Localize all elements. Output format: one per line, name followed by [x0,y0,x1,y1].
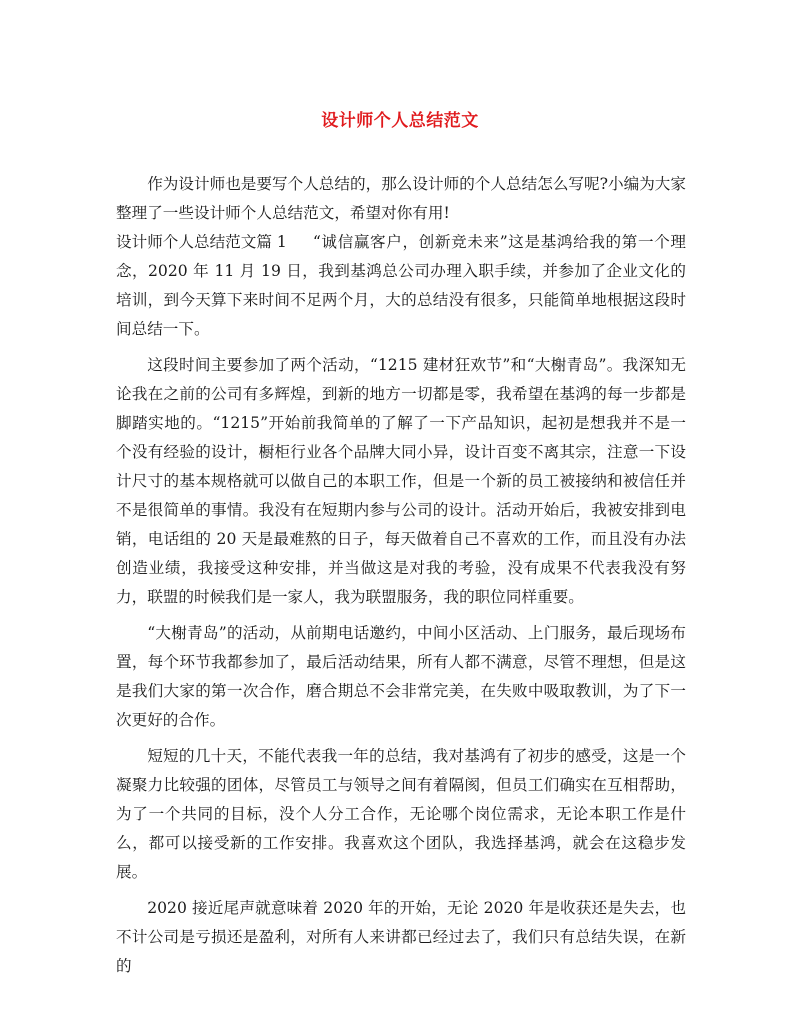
section-paragraph [116,228,686,344]
body-paragraph-1: 这段时间主要参加了两个活动，“1215 建材狂欢节”和“大榭青岛”。我深知无论我在之前的公司有多辉煌，到新的地方一切都是零，我希望在基鸿的每一步都是脚踏实地的。“1215”开始前我简单的了解了一下产品知识，起初是想我并不是一个没有经验的设计，橱柜行业各个品牌大同小异，设计百变不离其宗，注意一下设计尺寸的基本规格就可以做自己的本职工作，但是一个新的员工被接纳和被信任并不是很简单的事情。我没有在短期内参与公司的设计。活动开始后，我被安排到电销，电话组的 20 天是最难熬的日子，每天做着自己不喜欢的工作，而且没有办法创造业绩，我接受这种安排，并当做这是对我的考验，没有成果不代表我没有努力，联盟的时候我们是一家人，我为联盟服务，我的职位同样重要。 [116,356,686,606]
document-title: 设计师个人总结范文 [321,111,479,131]
intro-paragraph: 作为设计师也是要写个人总结的，那么设计师的个人总结怎么写呢?小编为大家整理了一些设计师个人总结范文，希望对你有用! [116,175,686,222]
body-paragraph-2: “大榭青岛”的活动，从前期电话邀约，中间小区活动、上门服务，最后现场布置，每个环节我都参加了，最后活动结果，所有人都不满意，尽管不理想，但是这是我们大家的第一次合作，磨合期总不会非常完美，在失败中吸取教训，为了下一次更好的合作。 [116,624,686,729]
body-paragraph-4: 2020 接近尾声就意味着 2020 年的开始，无论 2020 年是收获还是失去，也不计公司是亏损还是盈利，对所有人来讲都已经过去了，我们只有总结失误，在新的 [116,899,686,975]
section-label: 设计师个人总结范文篇 1 [116,233,287,251]
body-paragraph-3: 短短的几十天，不能代表我一年的总结，我对基鸿有了初步的感受，这是一个凝聚力比较强的团体，尽管员工与领导之间有着隔阂，但员工们确实在互相帮助，为了一个共同的目标，没个人分工合作，无论哪个岗位需求，无论本职工作是什么，都可以接受新的工作安排。我喜欢这个团队，我选择基鸿，就会在这稳步发展。 [116,747,686,881]
document-body [116,170,686,988]
section-text: “诚信赢客户，创新竞未来”这是基鸿给我的第一个理念，2020 年 11 月 19 日，我到基鸿总公司办理入职手续，并参加了企业文化的培训，到今天算下来时间不足两个月，大的总结没有很多，只能简单地根据这段时间总结一下。 [116,233,686,338]
